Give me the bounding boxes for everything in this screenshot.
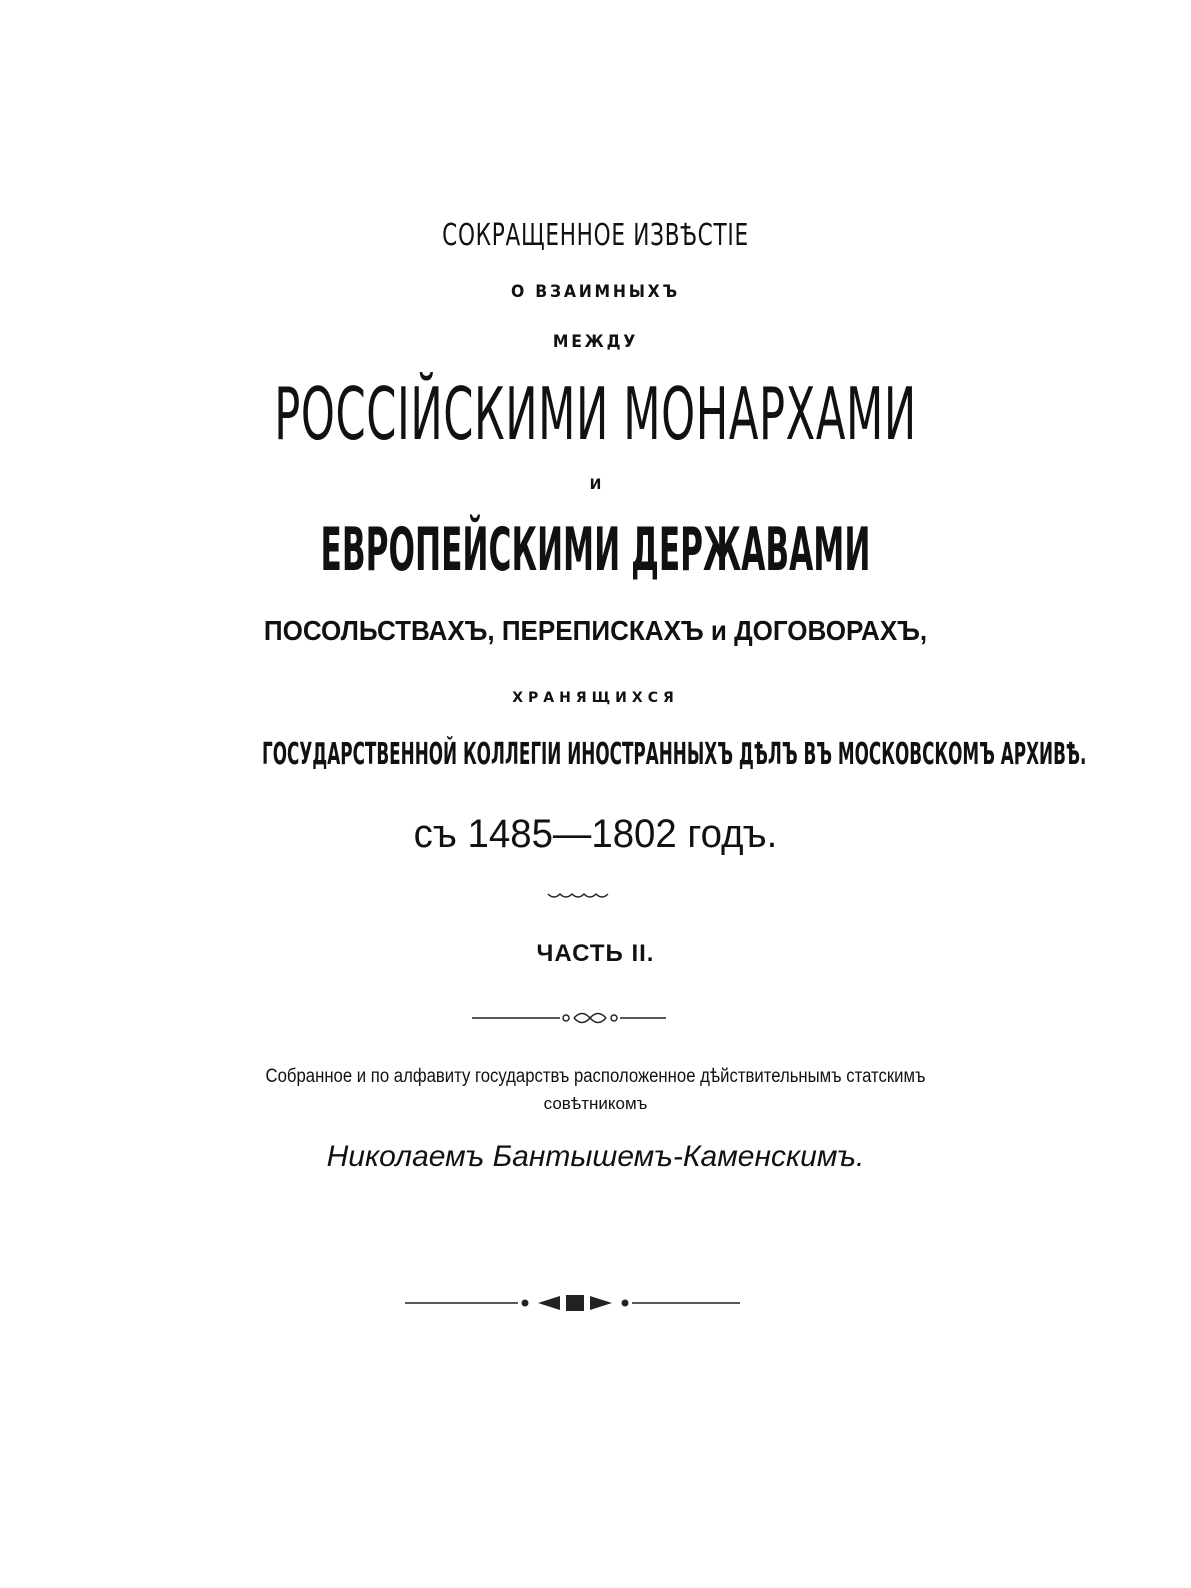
title-line-3: МЕЖДУ (552, 332, 639, 352)
scroll-ornament (0, 1007, 1191, 1031)
title-line-2: О ВЗАИМНЫХЪ (511, 282, 680, 302)
title-line-5: И (589, 477, 602, 493)
part-number: ЧАСТЬ II. (536, 940, 655, 967)
title-line-9: ГОСУДАРСТВЕННОЙ КОЛЛЕГІИ ИНОСТРАННЫХЪ ДѢЛЪ ВЪ МОСКОВСКОМЪ АРХИВѢ. (262, 737, 1087, 772)
title-line-4: РОССІЙСКИМИ МОНАРХАМИ (274, 372, 917, 456)
compiler-line: Собранное и по алфавиту государствъ расположенное дѣйствительнымъ статскимъ (265, 1066, 926, 1087)
title-line-1: СОКРАЩЕННОЕ ИЗВѢСТІЕ (442, 218, 749, 253)
title-line-7: ПОСОЛЬСТВАХЪ, ПЕРЕПИСКАХЪ и ДОГОВОРАХЪ, (263, 615, 928, 646)
author-name: Николаемъ Бантышемъ-Каменскимъ. (326, 1140, 865, 1173)
compiler-title: совѣтникомъ (543, 1094, 648, 1113)
title-line-6: ЕВРОПЕЙСКИМИ ДЕРЖАВАМИ (320, 515, 871, 585)
wave-ornament (0, 888, 1191, 912)
diamond-ornament (0, 1292, 1191, 1316)
years-line: съ 1485—1802 годъ. (413, 812, 778, 856)
title-line-8: ХРАНЯЩИХСЯ (512, 690, 679, 706)
